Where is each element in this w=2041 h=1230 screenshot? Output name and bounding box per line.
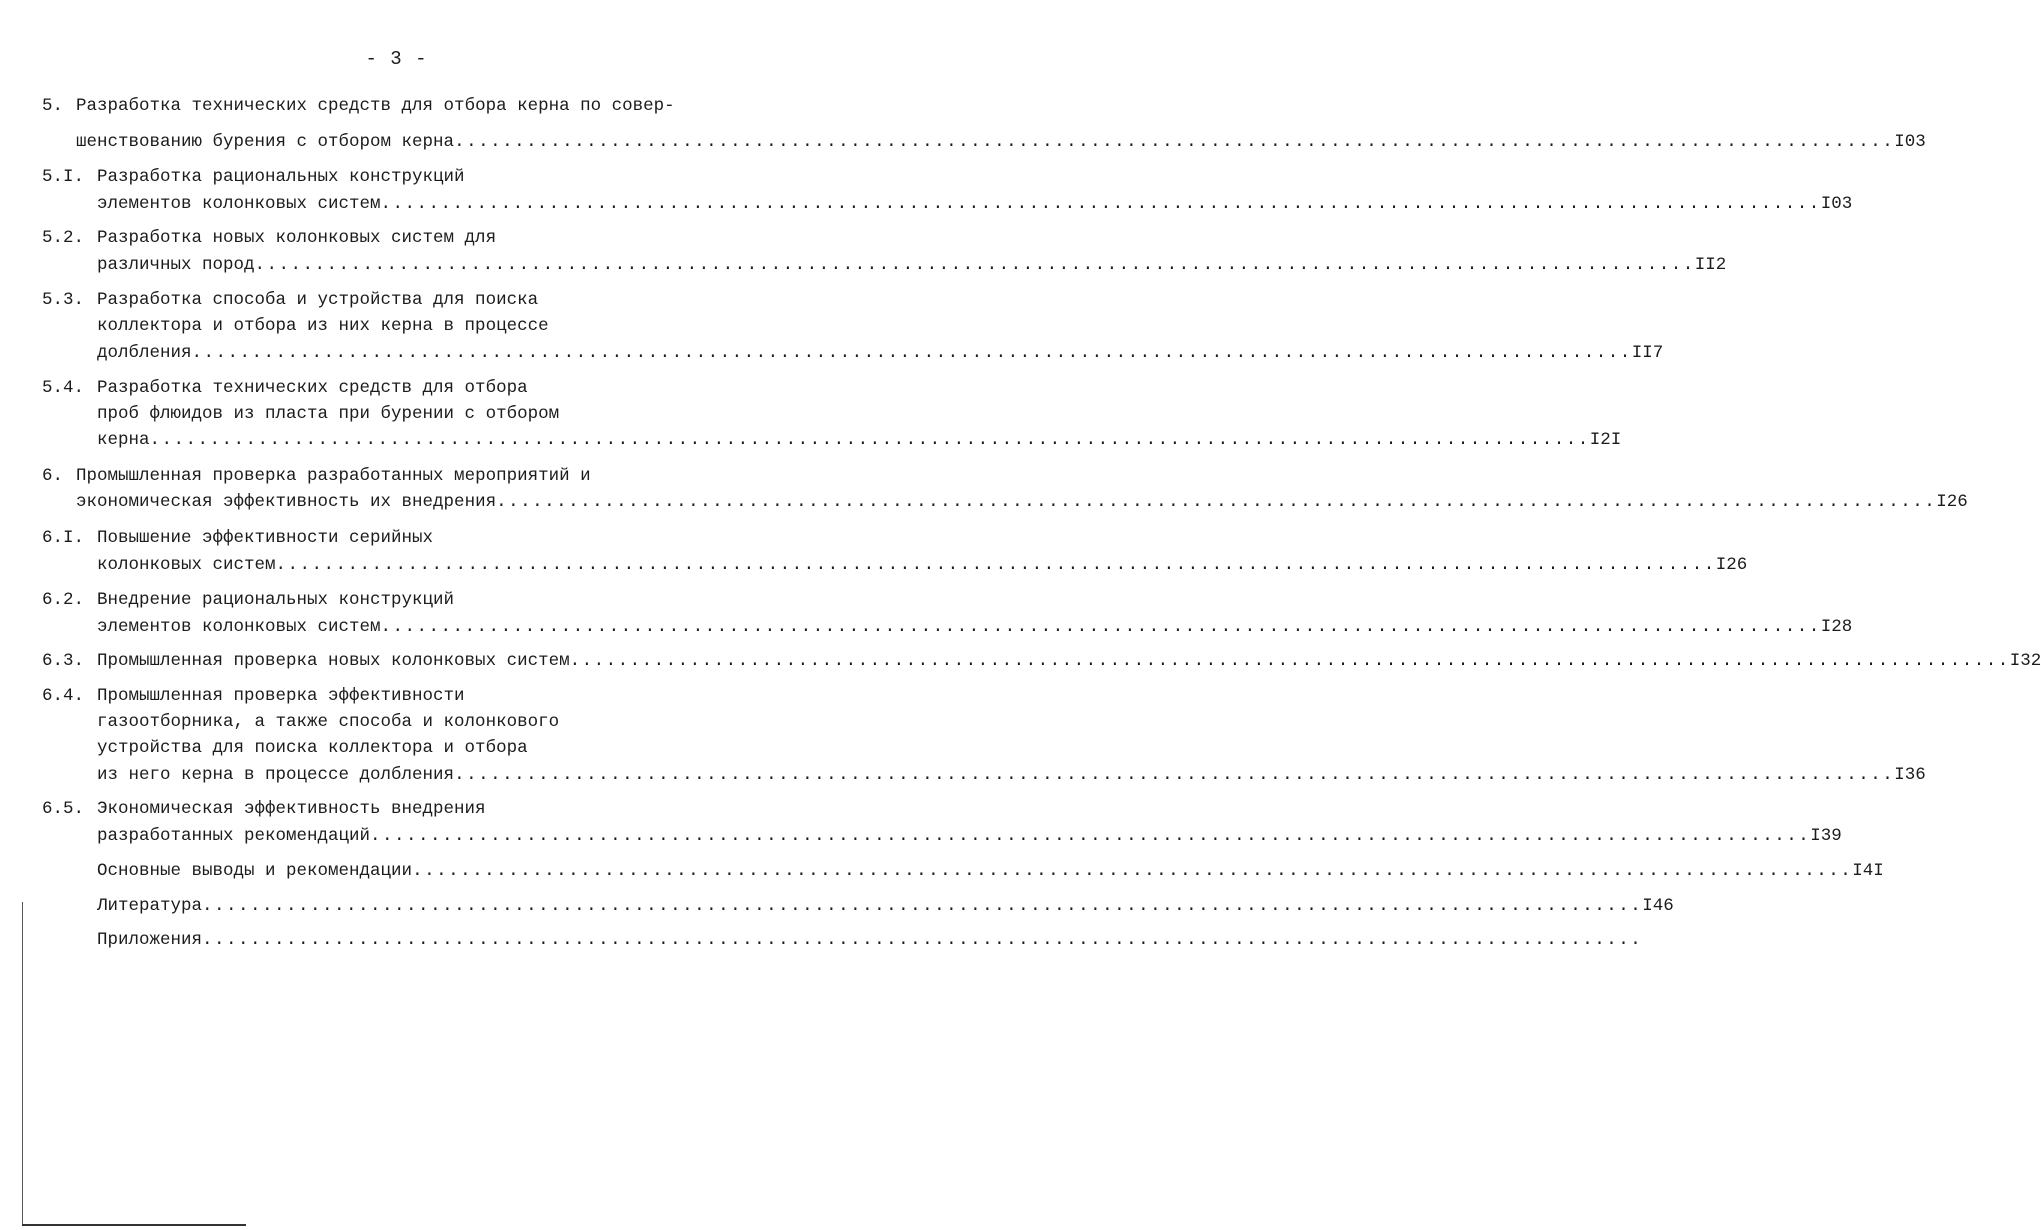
toc-entry-text: Разработка технических средств для отбора: [97, 378, 528, 398]
dot-leader: ........................................................................................................................: [254, 255, 1695, 275]
toc-entry-leader-line: [97, 825, 1842, 847]
toc-entry-leader-line: [97, 764, 1926, 786]
bottom-rule: [22, 1224, 246, 1226]
dot-leader: ........................................................................................................................: [191, 343, 1632, 363]
toc-entry-leader-line: [97, 616, 1853, 638]
toc-entry-text: Разработка рациональных конструкций: [97, 167, 465, 187]
toc-entry-number: 5.I.: [42, 167, 85, 187]
toc-page-number: II7: [1631, 343, 1664, 363]
toc-entry-leader-line: [76, 131, 1926, 153]
toc-entry-text: проб флюидов из пласта при бурении с отбором: [97, 404, 560, 424]
dot-leader: ........................................................................................................................: [380, 194, 1821, 214]
dot-leader: ........................................................................................................................: [454, 132, 1895, 152]
toc-page-number: I28: [1820, 617, 1853, 637]
toc-entry-leader-line: [97, 429, 1622, 451]
toc-entry-text: долбления: [97, 343, 192, 363]
toc-entry-text: различных пород: [97, 255, 255, 275]
toc-entry-number: 5.4.: [42, 378, 85, 398]
toc-entry-leader-line: [97, 860, 1884, 882]
toc-entry-text: Промышленная проверка эффективности: [97, 686, 465, 706]
toc-entry-text: элементов колонковых систем: [97, 194, 381, 214]
toc-entry-text: элементов колонковых систем: [97, 617, 381, 637]
toc-entry-text: устройства для поиска коллектора и отбора: [97, 738, 528, 758]
dot-leader: ........................................................................................................................: [202, 896, 1643, 916]
dot-leader: ........................................................................................................................: [412, 861, 1853, 881]
dot-leader: ........................................................................................................................: [569, 651, 2010, 671]
dot-leader: ........................................................................................................................: [202, 930, 1643, 950]
toc-entry-text: Промышленная проверка разработанных мероприятий и: [76, 466, 591, 486]
toc-page-number: I39: [1810, 826, 1842, 846]
toc-entry-text: разработанных рекомендаций: [97, 826, 371, 846]
toc-page-number: I46: [1642, 896, 1674, 916]
toc-page-number: I26: [1936, 492, 1968, 512]
toc-entry-leader-line: [76, 491, 1968, 513]
toc-entry-text: Разработка новых колонковых систем для: [97, 228, 497, 248]
toc-entry-text: газоотборника, а также способа и колонкового: [97, 712, 560, 732]
toc-entry-text: Экономическая эффективность внедрения: [97, 799, 486, 819]
margin-rule: [22, 902, 23, 1225]
toc-entry-text: Разработка технических средств для отбора керна по совер-: [76, 96, 675, 116]
toc-page-number: I32: [2009, 651, 2041, 671]
toc-entry-leader-line: [97, 650, 2041, 672]
toc-entry-text: Внедрение рациональных конструкций: [97, 590, 455, 610]
page-number: - 3 -: [365, 48, 428, 70]
toc-entry-text: Литература: [97, 896, 203, 916]
toc-page-number: I4I: [1852, 861, 1884, 881]
toc-entry-number: 5.2.: [42, 228, 85, 248]
dot-leader: ........................................................................................................................: [496, 492, 1937, 512]
toc-entry-number: 6.2.: [42, 590, 85, 610]
toc-entry-text: экономическая эффективность их внедрения: [76, 492, 497, 512]
toc-entry-text: Основные выводы и рекомендации: [97, 861, 413, 881]
toc-entry-leader-line: [97, 929, 1643, 951]
toc-entry-leader-line: [97, 554, 1748, 576]
toc-entry-number: 5.3.: [42, 290, 85, 310]
toc-entry-leader-line: [97, 254, 1727, 276]
toc-entry-leader-line: [97, 342, 1664, 364]
toc-page-number: I36: [1894, 765, 1926, 785]
toc-entry-text: керна: [97, 430, 150, 450]
toc-page-number: I2I: [1589, 430, 1622, 450]
toc-entry-number: 5.: [42, 96, 64, 116]
dot-leader: ........................................................................................................................: [454, 765, 1895, 785]
dot-leader: ........................................................................................................................: [149, 430, 1590, 450]
toc-entry-text: Разработка способа и устройства для поиска: [97, 290, 539, 310]
toc-entry-number: 6.3.: [42, 651, 85, 671]
toc-entry-number: 6.: [42, 466, 64, 486]
toc-entry-leader-line: [97, 895, 1674, 917]
toc-entry-text: из него керна в процессе долбления: [97, 765, 455, 785]
toc-entry-text: коллектора и отбора из них керна в процессе: [97, 316, 549, 336]
toc-entry-text: Повышение эффективности серийных: [97, 528, 434, 548]
dot-leader: ........................................................................................................................: [370, 826, 1811, 846]
toc-page-number: I26: [1715, 555, 1748, 575]
dot-leader: ........................................................................................................................: [380, 617, 1821, 637]
toc-page-number: II2: [1694, 255, 1727, 275]
toc-entry-number: 6.I.: [42, 528, 85, 548]
toc-page-number: I03: [1820, 194, 1853, 214]
toc-entry-text: Промышленная проверка новых колонковых систем: [97, 651, 570, 671]
toc-entry-number: 6.4.: [42, 686, 85, 706]
toc-entry-number: 6.5.: [42, 799, 85, 819]
toc-entry-text: шенствованию бурения с отбором керна: [76, 132, 455, 152]
dot-leader: ........................................................................................................................: [275, 555, 1716, 575]
toc-entry-text: Приложения: [97, 930, 203, 950]
toc-entry-leader-line: [97, 193, 1853, 215]
toc-entry-text: колонковых систем: [97, 555, 276, 575]
toc-page-number: I03: [1894, 132, 1926, 152]
